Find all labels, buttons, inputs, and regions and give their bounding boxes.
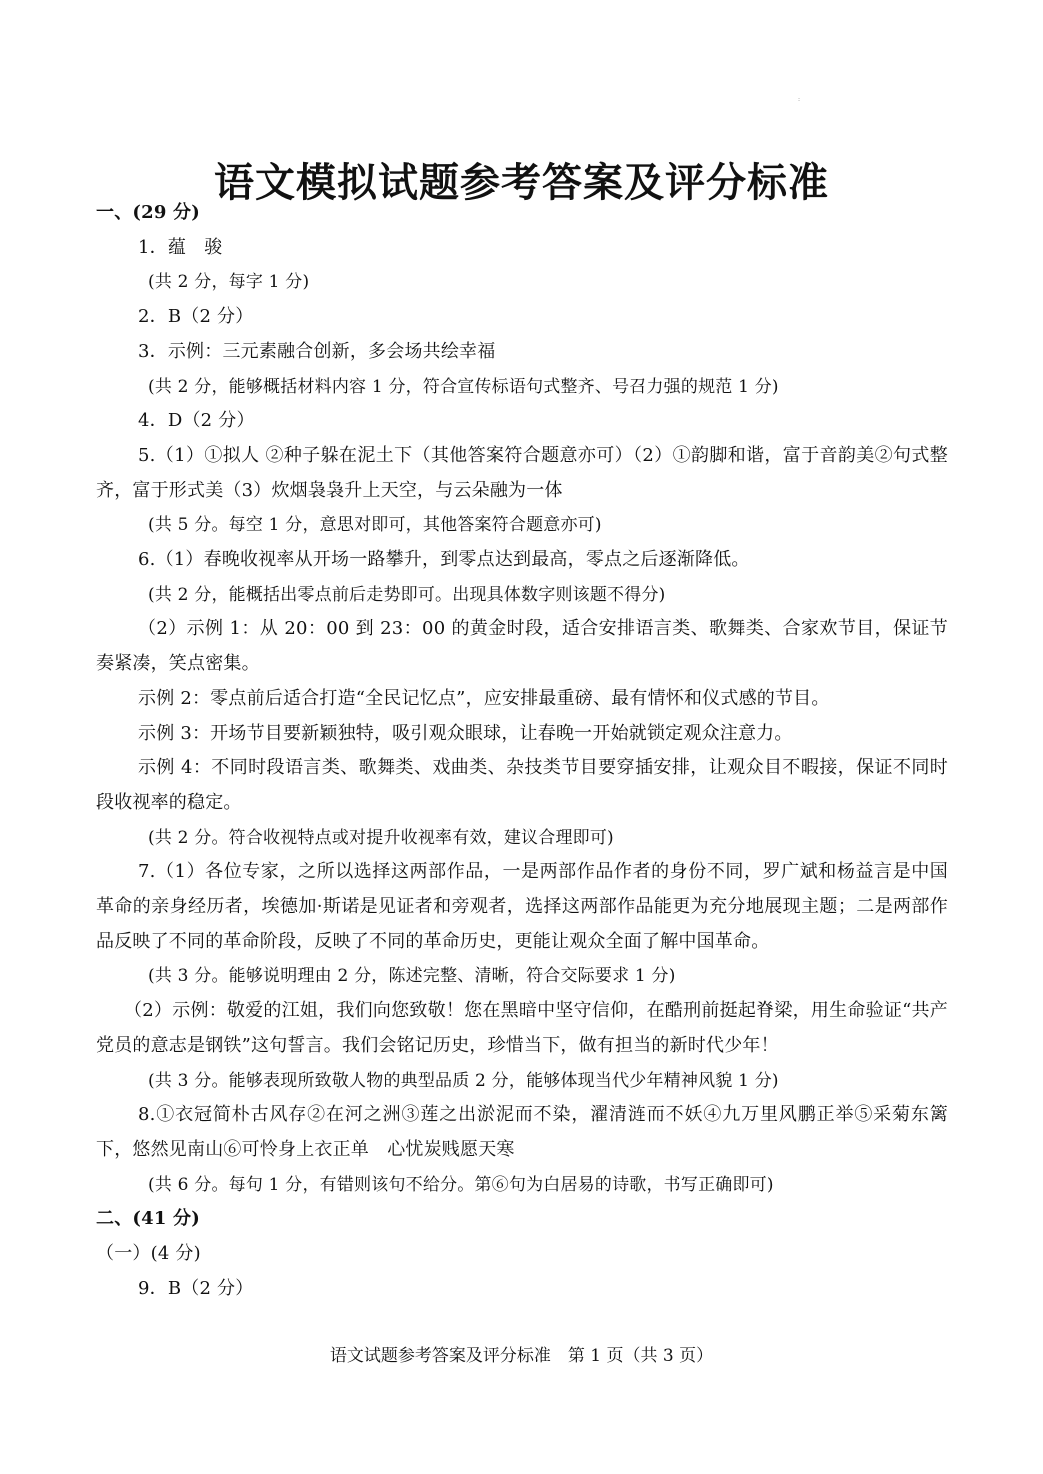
answer-line: 示例 2：零点前后适合打造“全民记忆点”，应安排最重磅、最有情怀和仪式感的节目。 <box>138 687 830 709</box>
answer-line: 5.（1）①拟人 ②种子躲在泥土下（其他答案符合题意亦可）（2）①韵脚和谐，富于音韵美②句式整齐，富于形式美（3）炊烟袅袅升上天空，与云朵融为一体 <box>96 444 948 501</box>
section-heading: 二、(41 分) <box>96 1208 200 1230</box>
answer-line: 9．B（2 分） <box>138 1277 254 1299</box>
scoring-note: (共 6 分。每句 1 分，有错则该句不给分。第⑥句为白居易的诗歌，书写正确即可) <box>148 1174 774 1195</box>
scan-mark: : <box>798 96 801 103</box>
answer-line: 2．B（2 分） <box>138 306 254 328</box>
scoring-note: (共 5 分。每空 1 分，意思对即可，其他答案符合题意亦可) <box>148 515 602 536</box>
document-title: 语文模拟试题参考答案及评分标准 <box>214 159 829 206</box>
page-footer: 语文试题参考答案及评分标准 第 1 页（共 3 页） <box>329 1346 714 1366</box>
section-heading: 一、(29 分) <box>96 202 200 223</box>
answer-line: 7.（1）各位专家，之所以选择这两部作品，一是两部作品作者的身份不同，罗广斌和杨益言是中国革命的亲身经历者，埃德加·斯诺是见证者和旁观者，选择这两部作品能更为充分地展现主题；二是两部作品反映了不同的革命阶段，反映了不同的革命历史，更能让观众全面了解中国革命。 <box>96 861 948 952</box>
answer-line: （2）示例 1：从 20：00 到 23：00 的黄金时段，适合安排语言类、歌舞类、合家欢节目，保证节奏紧凑，笑点密集。 <box>96 618 948 675</box>
scoring-note: (共 2 分，能够概括材料内容 1 分，符合宣传标语句式整齐、号召力强的规范 1 分) <box>148 376 779 397</box>
answer-line: 6.（1）春晚收视率从开场一路攀升，到零点达到最高，零点之后逐渐降低。 <box>138 549 750 571</box>
answer-line: 4．D（2 分） <box>138 410 255 432</box>
scoring-note: (共 2 分。符合收视特点或对提升收视率有效，建议合理即可) <box>148 827 614 848</box>
answer-line: 示例 4：不同时段语言类、歌舞类、戏曲类、杂技类节目要穿插安排，让观众目不暇接，保证不同时段收视率的稳定。 <box>96 757 948 813</box>
scoring-note: (共 2 分，能概括出零点前后走势即可。出现具体数字则该题不得分) <box>148 584 666 605</box>
answer-line: 1．蕴 骏 <box>138 236 223 258</box>
scoring-note: (共 3 分。能够说明理由 2 分，陈述完整、清晰，符合交际要求 1 分) <box>148 966 676 987</box>
answer-content <box>96 196 948 1307</box>
answer-line: 示例 3：开场节目要新颖独特，吸引观众眼球，让春晚一开始就锁定观众注意力。 <box>138 722 793 744</box>
subsection-heading: （一）(4 分) <box>96 1243 201 1265</box>
answer-line: （2）示例：敬爱的江姐，我们向您致敬！您在黑暗中坚守信仰，在酷刑前挺起脊梁，用生命验证“共产党员的意志是钢铁”这句誓言。我们会铭记历史，珍惜当下，做有担当的新时代少年！ <box>96 1000 948 1056</box>
scoring-note: (共 3 分。能够表现所致敬人物的典型品质 2 分，能够体现当代少年精神风貌 1 分) <box>148 1070 779 1091</box>
answer-line: 8.①衣冠简朴古风存②在河之洲③莲之出淤泥而不染，濯清涟而不妖④九万里风鹏正举⑤采菊东篱下，悠然见南山⑥可怜身上衣正单 心忧炭贱愿天寒 <box>96 1104 948 1160</box>
scoring-note: (共 2 分，每字 1 分) <box>148 272 310 293</box>
answer-line: 3．示例：三元素融合创新，多会场共绘幸福 <box>138 340 496 362</box>
